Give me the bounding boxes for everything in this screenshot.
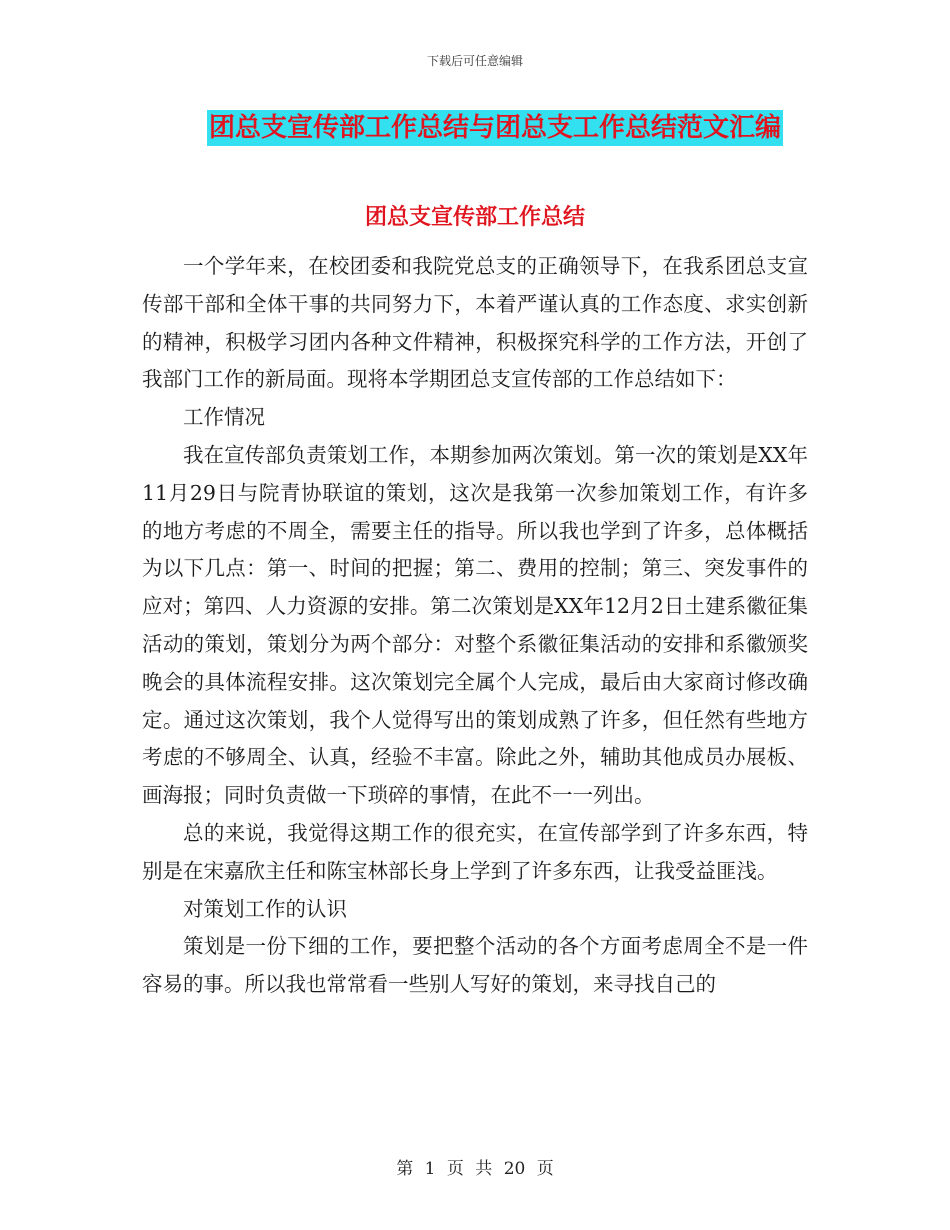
paragraph-intro: 一个学年来，在校团委和我院党总支的正确领导下，在我系团总支宣传部干部和全体干事的共同努力下，本着严谨认真的工作态度、求实创新的精神，积极学习团内各种文件精神，积极探究科学的工作方法，开创了我部门工作的新局面。现将本学期团总支宣传部的工作总结如下： bbox=[142, 254, 808, 392]
page-number-footer: 第 1 页 共 20 页 bbox=[396, 1159, 554, 1179]
page-header-note: 下载后可任意编辑 bbox=[426, 54, 523, 68]
paragraph-summary: 总的来说，我觉得这期工作的很充实，在宣传部学到了许多东西，特别是在宋嘉欣主任和陈宝林部长身上学到了许多东西，让我受益匪浅。 bbox=[142, 820, 808, 883]
document-title: 团总支宣传部工作总结与团总支工作总结范文汇编 bbox=[207, 110, 783, 146]
paragraph-planning: 策划是一份下细的工作，要把整个活动的各个方面考虑周全不是一件容易的事。所以我也常常看一些别人写好的策划，来寻找自己的 bbox=[142, 934, 808, 997]
paragraph-work-details: 我在宣传部负责策划工作，本期参加两次策划。第一次的策划是XX年11月29日与院青协联谊的策划，这次是我第一次参加策划工作，有许多的地方考虑的不周全，需要主任的指导。所以我也学到了许多，总体概括为以下几点：第一、时间的把握；第二、费用的控制；第三、突发事件的应对；第四、人力资源的安排。第二次策划是XX年12月2日土建系徽征集活动的策划，策划分为两个部分：对整个系徽征集活动的安排和系徽颁奖晚会的具体流程安排。这次策划完全属个人完成，最后由大家商讨修改确定。通过这次策划，我个人觉得写出的策划成熟了许多，但任然有些地方考虑的不够周全、认真，经验不丰富。除此之外，辅助其他成员办展板、画海报；同时负责做一下琐碎的事情，在此不一一列出。 bbox=[142, 442, 808, 808]
document-title-container bbox=[0, 110, 950, 146]
subheading-planning-understanding: 对策划工作的认识 bbox=[183, 896, 347, 921]
section-title: 团总支宣传部工作总结 bbox=[364, 205, 585, 230]
subheading-work-status: 工作情况 bbox=[183, 405, 265, 430]
document-body bbox=[142, 248, 808, 1004]
